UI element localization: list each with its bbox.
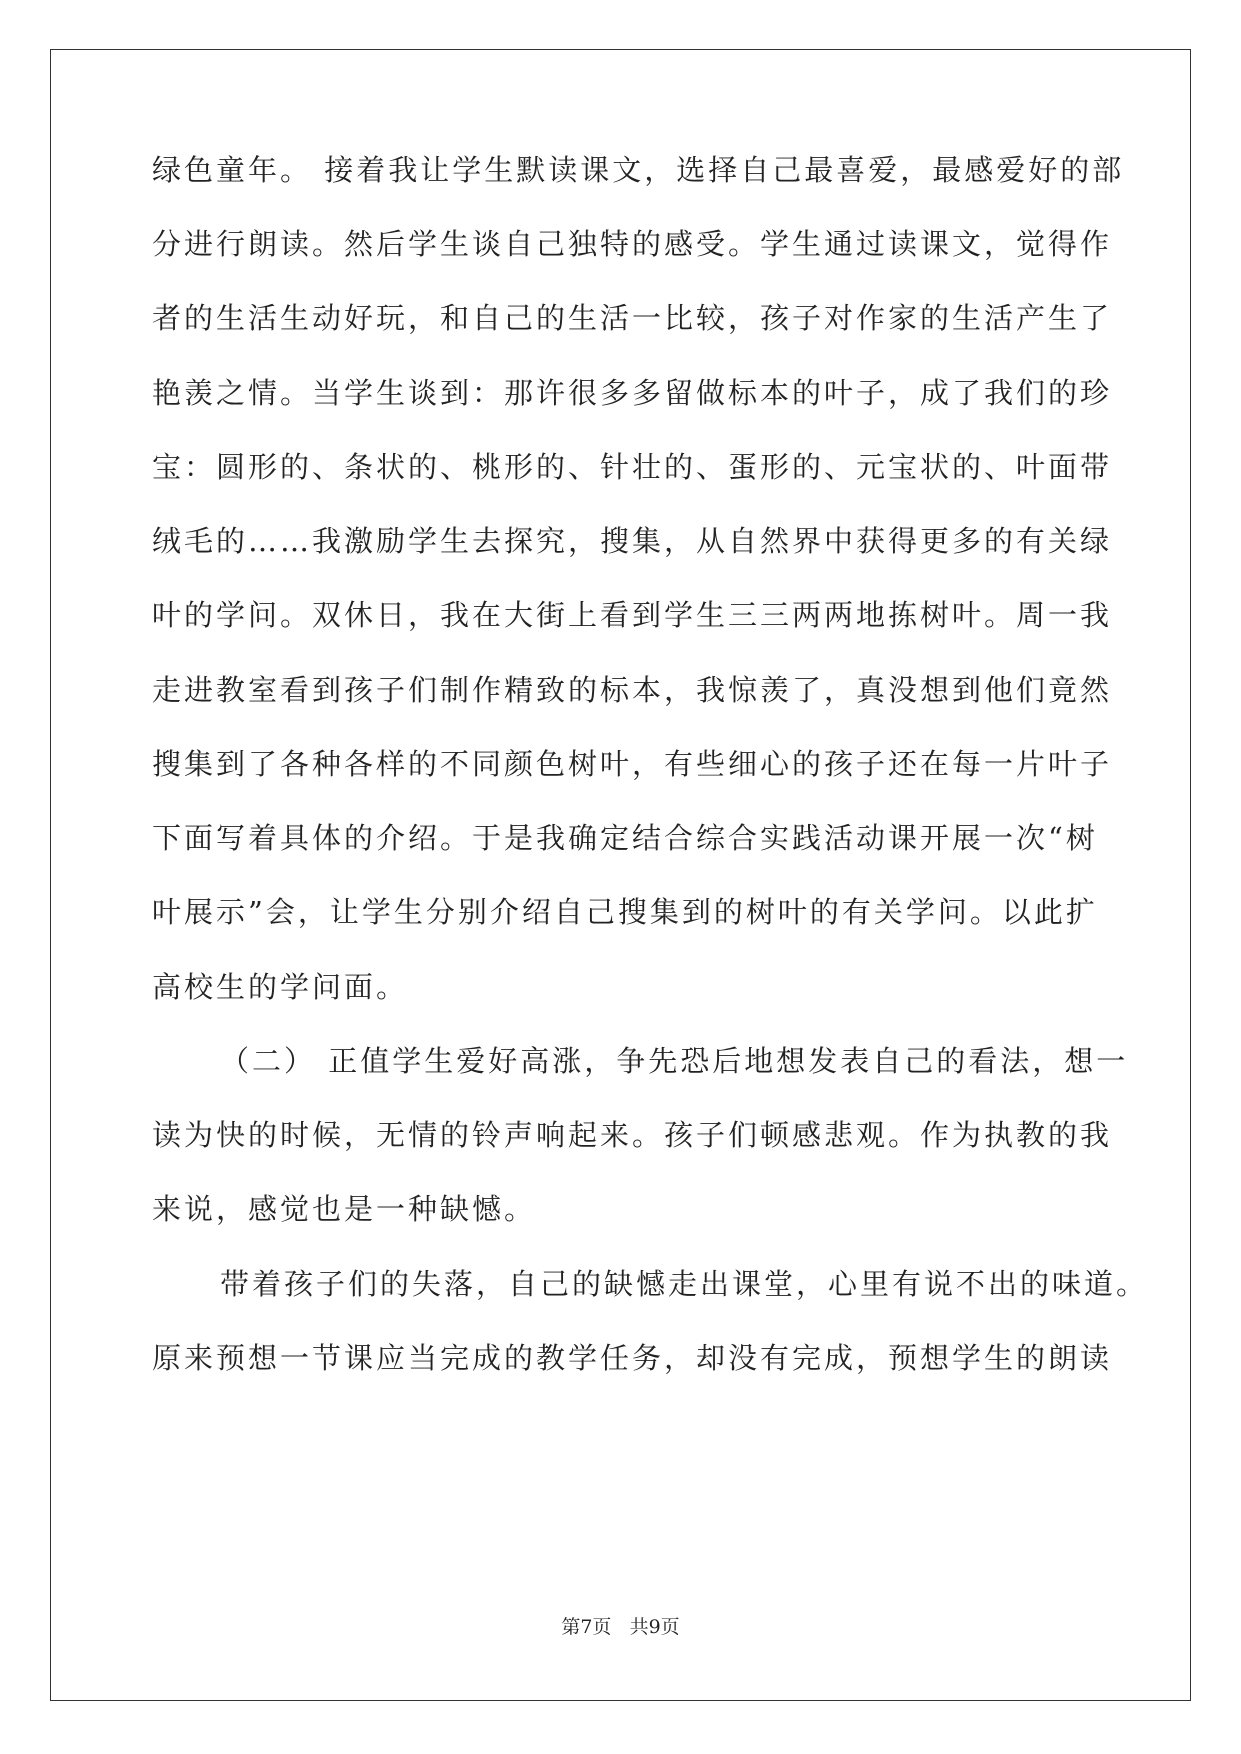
page-total: 共9页 [629, 1616, 680, 1638]
text-line: 叶的学问。双休日，我在大街上看到学生三三两两地拣树叶。周一我 [152, 598, 1113, 632]
text-line: 读为快的时候，无情的铃声响起来。孩子们顿感悲观。作为执教的我 [152, 1118, 1113, 1152]
text-line: 艳羡之情。当学生谈到：那许很多多留做标本的叶子，成了我们的珍 [152, 376, 1113, 410]
text-line: 叶展示”会，让学生分别介绍自己搜集到的树叶的有关学问。以此扩 [152, 895, 1098, 929]
text-line: 高校生的学问面。 [152, 970, 409, 1004]
text-line: 绿色童年。 接着我让学生默读课文，选择自己最喜爱，最感爱好的部 [152, 153, 1125, 187]
text-line: 走进教室看到孩子们制作精致的标本，我惊羡了，真没想到他们竟然 [152, 673, 1113, 707]
page-border [50, 49, 1191, 1701]
text-line: 来说，感觉也是一种缺憾。 [152, 1192, 537, 1226]
page-footer [0, 1612, 1241, 1639]
paragraph-line: 带着孩子们的失落，自己的缺憾走出课堂，心里有说不出的味道。 [220, 1267, 1149, 1301]
text-line: 者的生活生动好玩，和自己的生活一比较，孩子对作家的生活产生了 [152, 301, 1113, 335]
text-line: 分进行朗读。然后学生谈自己独特的感受。学生通过读课文，觉得作 [152, 227, 1113, 261]
text-line: 原来预想一节课应当完成的教学任务，却没有完成，预想学生的朗读 [152, 1341, 1113, 1375]
text-line: 搜集到了各种各样的不同颜色树叶，有些细心的孩子还在每一片叶子 [152, 747, 1113, 781]
text-line: 绒毛的……我激励学生去探究，搜集，从自然界中获得更多的有关绿 [152, 524, 1113, 558]
paragraph-line: （二） 正值学生爱好高涨，争先恐后地想发表自己的看法，想一 [220, 1044, 1129, 1078]
page-number: 第7页 [561, 1616, 612, 1638]
text-line: 下面写着具体的介绍。于是我确定结合综合实践活动课开展一次“树 [152, 821, 1098, 855]
text-line: 宝：圆形的、条状的、桃形的、针壮的、蛋形的、元宝状的、叶面带 [152, 450, 1113, 484]
